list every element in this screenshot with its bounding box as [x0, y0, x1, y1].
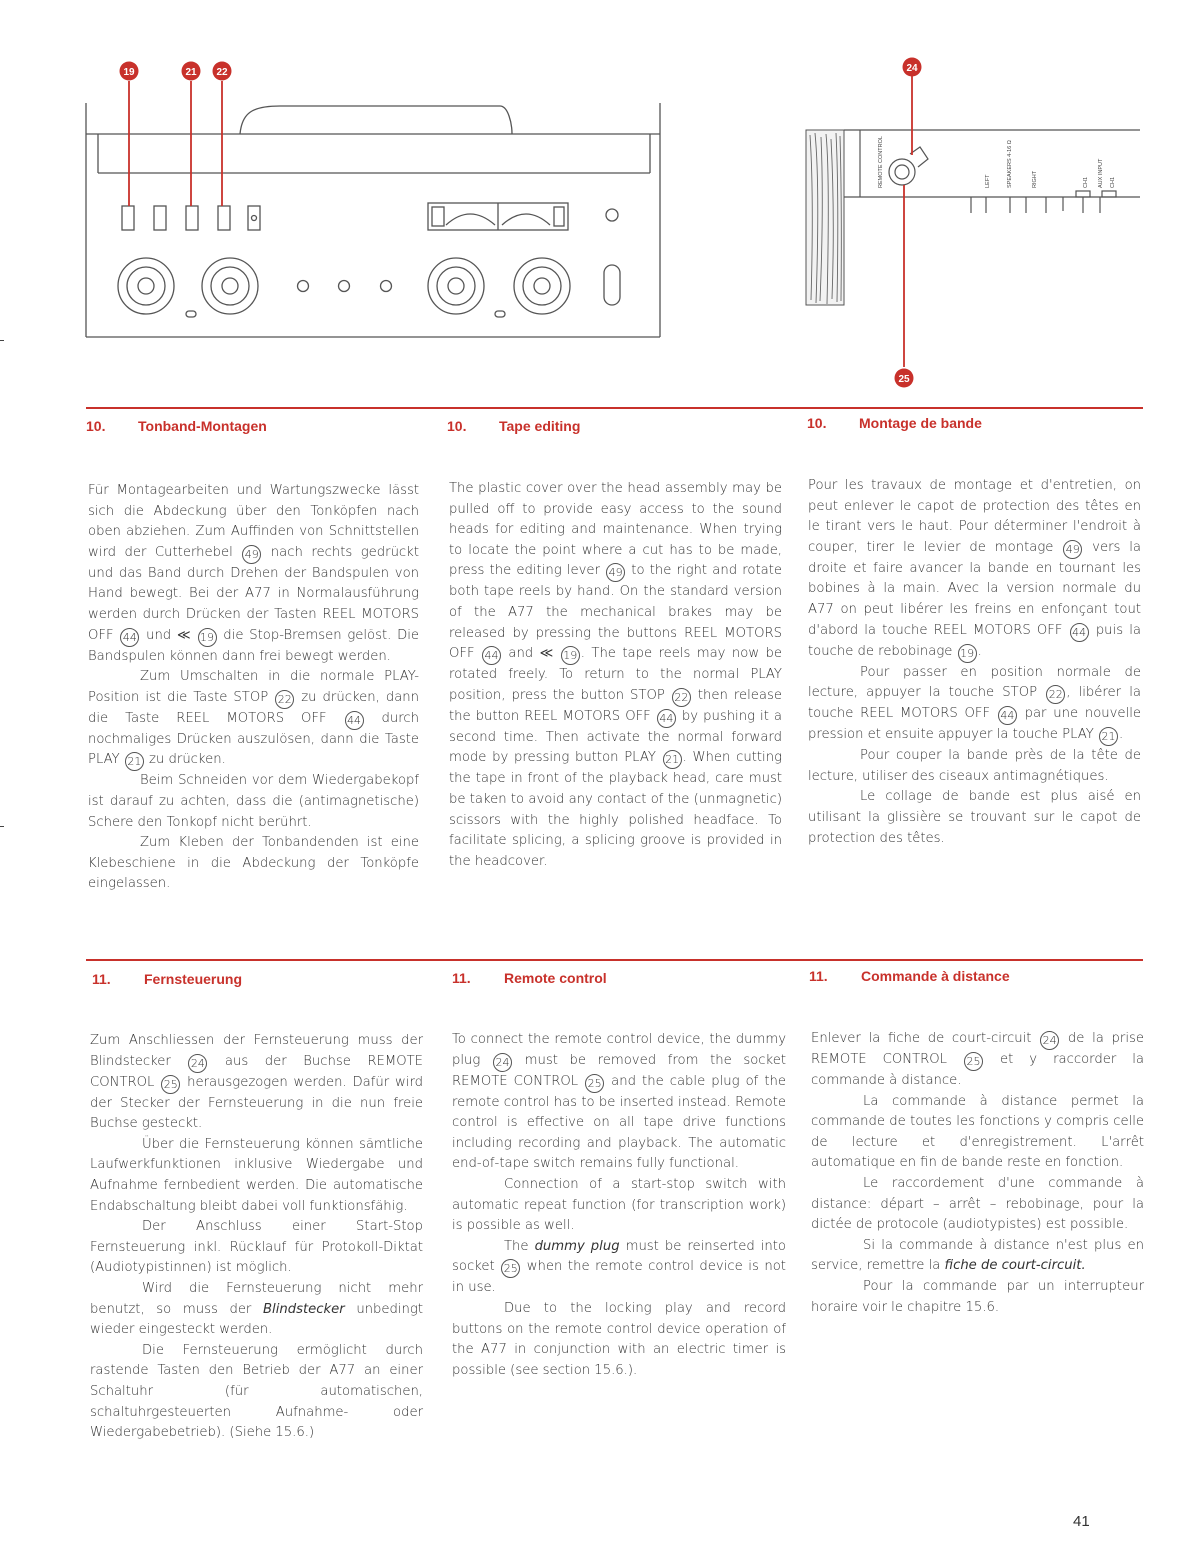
callout-ref-44: 44 [482, 646, 501, 665]
callout-ref-19: 19 [198, 628, 217, 647]
heading-en-11 [452, 970, 607, 986]
callout-ref-49: 49 [606, 563, 625, 582]
callout-ref-24: 24 [188, 1054, 207, 1073]
heading-de-10-title: Tonband-Montagen [138, 418, 267, 434]
callout-ref-19: 19 [958, 644, 977, 663]
callout-25-label: 25 [898, 374, 910, 385]
callout-22-marker [213, 62, 232, 81]
wood-side-texture [806, 130, 844, 305]
scan-mark-bottom [0, 826, 4, 827]
heading-fr-10-title: Montage de bande [859, 415, 982, 431]
heading-fr-11-number: 11. [809, 968, 828, 984]
ch1-b-panel-label: CH1 [1110, 176, 1116, 188]
emphasis: Blindstecker [263, 1301, 345, 1317]
ch1-panel-label: CH1 [1083, 176, 1089, 188]
callout-ref-25: 25 [585, 1074, 604, 1093]
paragraph: Zum Kleben der Tonbandenden ist eine Klebeschiene in die Abdeckung der Tonköpfe eingelassen. [88, 835, 419, 892]
paragraph: Beim Schneiden vor dem Wiedergabekopf ist darauf zu achten, dass die (antimagnetische) Schere den Tonkopf nicht berührt. [88, 773, 419, 830]
heading-en-10 [447, 418, 580, 434]
paragraph: Le raccordement d'une commande à distance: départ – arrêt – rebobinage, pour la dictée de protocole (audiotypistes) est possible. [811, 1175, 1144, 1233]
callout-ref-24: 24 [493, 1053, 512, 1072]
callout-ref-49: 49 [242, 545, 261, 564]
paragraph: Connection of a start-stop switch with automatic repeat function (for transcription work) is possible as well. [452, 1176, 786, 1234]
section-11-divider [86, 959, 1143, 961]
callout-ref-21: 21 [125, 752, 144, 771]
callout-25-marker [895, 369, 914, 388]
heading-de-10 [86, 418, 267, 434]
paragraph: Über die Fernsteuerung können sämtliche Laufwerkfunktionen inklusive Wiedergabe und Aufnahme fernbedient werden. Die automatische Endabschaltung bleibt dabei voll funktionsfähig. [90, 1136, 423, 1214]
callout-ref-44: 44 [345, 711, 364, 730]
heading-de-10-number: 10. [86, 418, 106, 434]
speakers-panel-label: SPEAKERS 4-16 Ω [1007, 140, 1013, 188]
callout-ref-19: 19 [561, 646, 580, 665]
callout-ref-25: 25 [161, 1075, 180, 1094]
callout-21-label: 21 [185, 67, 197, 78]
paragraph: Enlever la fiche de court-circuit 24 de la prise REMOTE CONTROL 25 et y raccorder la commande à distance. [811, 1031, 1144, 1088]
callout-21-marker [182, 62, 201, 81]
heading-en-11-title: Remote control [504, 970, 607, 986]
paragraph: Zum Anschliessen der Fernsteuerung muss der Blindstecker 24 aus der Buchse REMOTE CONTROL 25 herausgezogen werden. Dafür wird der Stecker der Fernsteuerung in die nun freie Buchse gesteckt. [90, 1033, 424, 1132]
heading-fr-10-number: 10. [807, 415, 827, 431]
callout-24-label: 24 [906, 63, 918, 74]
callout-ref-21: 21 [1099, 727, 1118, 746]
text-en-11 [452, 1030, 786, 1381]
callout-ref-22: 22 [1046, 685, 1065, 704]
paragraph: Due to the locking play and record buttons on the remote control device operation of the A77 in conjunction with an electric timer is possible (see section 15.6.). [452, 1300, 786, 1378]
scan-mark-top [0, 340, 4, 341]
paragraph: Zum Umschalten in die normale PLAY-Position ist die Taste STOP 22 zu drücken, dann die Taste REEL MOTORS OFF 44 durch nochmaliges Drücken auszulösen, dann die Taste PLAY 21 zu drücken. [88, 667, 419, 771]
callout-ref-24: 24 [1040, 1031, 1059, 1050]
paragraph: The plastic cover over the head assembly may be pulled off to provide easy access to the sound heads for editing and maintenance. When trying to locate the point where a cut has to be made, press the editing lever 49 to the right and rotate both tape reels by hand. On the standard version of the A77 the mechanical brakes may be released by pressing the buttons REEL MOTORS OFF 44 and ≪ 19 . The tape reels may now be rotated freely. To return to the normal PLAY position, press the button STOP 22 then release the button REEL MOTORS OFF 44 by pushing it a second time. Then activate the normal forward mode by pressing button PLAY 21 . When cutting the tape in front of the playback head, care must be taken to avoid any contact of the (unmagnetic) scissors with the highly polished headface. To facilitate splicing, a splicing groove is provided in the headcover. [449, 481, 783, 869]
paragraph: Für Montagearbeiten und Wartungszwecke lässt sich die Abdeckung über den Tonköpfen nach oben abziehen. Zum Auffinden von Schnittstellen wird der Cutterhebel 49 nach rechts gedrückt und das Band durch Drehen der Bandspulen von Hand bewegt. Bei der A77 in Normalausführung werden durch Drücken der Tasten REEL MOTORS OFF 44 und ≪ 19 die Stop-Bremsen gelöst. Die Bandspulen können dann frei bewegt werden. [88, 483, 420, 664]
text-fr-11 [811, 1029, 1144, 1318]
heading-de-11-title: Fernsteuerung [144, 971, 243, 987]
aux-input-panel-label: AUX INPUT [1098, 158, 1104, 188]
callout-19-label: 19 [123, 67, 135, 78]
text-de-10 [88, 481, 419, 895]
paragraph: Pour couper la bande près de la tête de lecture, utiliser des ciseaux antimagnétiques. [808, 748, 1141, 784]
callout-22-label: 22 [216, 67, 228, 78]
callout-ref-49: 49 [1063, 540, 1082, 559]
page-number: 41 [1073, 1513, 1090, 1530]
rear-panel-figure [800, 55, 1145, 395]
right-panel-label: RIGHT [1032, 170, 1038, 188]
callout-ref-44: 44 [1070, 623, 1089, 642]
paragraph: To connect the remote control device, the dummy plug 24 must be removed from the socket REMOTE CONTROL 25 and the cable plug of the remote control has to be inserted instead. Remote control is effective on all tape drive functions including recording and playback. The automatic end-of-tape switch remains fully functional. [452, 1032, 787, 1172]
callout-ref-44: 44 [120, 628, 139, 647]
heading-en-10-number: 10. [447, 418, 467, 434]
heading-fr-11 [809, 968, 1010, 984]
text-en-10 [449, 479, 782, 872]
heading-fr-11-title: Commande à distance [861, 968, 1010, 984]
paragraph: Pour passer en position normale de lecture, appuyer la touche STOP 22 , libérer la touche REEL MOTORS OFF 44 par une nouvelle pression et ensuite appuyer la touche PLAY 21 . [808, 663, 1141, 747]
left-panel-label: LEFT [985, 174, 991, 188]
callout-ref-22: 22 [275, 690, 294, 709]
emphasis: dummy plug [534, 1238, 620, 1254]
callout-ref-44: 44 [657, 709, 676, 728]
callout-24-marker [903, 58, 922, 77]
paragraph: Si la commande à distance n'est plus en service, remettre la fiche de court-circuit. [811, 1237, 1144, 1274]
paragraph: Wird die Fernsteuerung nicht mehr benutzt, so muss der Blindstecker unbedingt wieder eingesteckt werden. [90, 1280, 424, 1338]
callout-ref-25: 25 [501, 1259, 520, 1278]
paragraph: Pour les travaux de montage et d'entretien, on peut enlever le capot de protection des têtes en le tirant vers le haut. Pour déterminer l'endroit à couper, tirer le levier de montage 49 vers la droite et faire avancer la bande en tournant les bobines à la main. Avec la version normale du A77 on peut libérer les freins en enfonçant tout d'abord la touche REEL MOTORS OFF 44 puis la touche de rebobinage 19 . [808, 476, 1141, 663]
callout-ref-22: 22 [672, 688, 691, 707]
heading-de-11 [92, 971, 242, 987]
callout-ref-21: 21 [663, 750, 682, 769]
callout-ref-25: 25 [964, 1052, 983, 1071]
text-de-11 [90, 1031, 423, 1444]
paragraph: Die Fernsteuerung ermöglicht durch rastende Tasten den Betrieb der A77 an einer Schaltuhr (für automatischen, schaltuhrgesteuerten Aufnahme- oder Wiedergabebetrieb). (Siehe 15.6.) [90, 1342, 423, 1441]
paragraph: La commande à distance permet la commande de toutes les fonctions y compris celle de lecture et d'enregistrement. L'arrêt automatique en fin de bande reste en fonction. [811, 1093, 1144, 1171]
remote-control-panel-label: REMOTE CONTROL [878, 136, 884, 188]
tape-recorder-front-figure [80, 55, 670, 345]
heading-en-11-number: 11. [452, 970, 471, 986]
paragraph: Der Anschluss einer Start-Stop Fernsteuerung inkl. Rücklauf für Protokoll-Diktat (Audiotypistinnen) ist möglich. [90, 1219, 423, 1276]
callout-19-marker [120, 62, 139, 81]
heading-de-11-number: 11. [92, 971, 111, 987]
heading-fr-10 [807, 415, 982, 431]
section-10-divider [86, 407, 1143, 409]
paragraph: The dummy plug must be reinserted into socket 25 when the remote control device is not in use. [452, 1238, 786, 1296]
text-fr-10 [808, 476, 1141, 849]
heading-en-10-title: Tape editing [499, 418, 581, 434]
paragraph: Le collage de bande est plus aisé en utilisant la glissière se trouvant sur le capot de protection des têtes. [808, 789, 1141, 846]
emphasis: fiche de court-circuit. [944, 1258, 1086, 1274]
callout-ref-44: 44 [998, 706, 1017, 725]
paragraph: Pour la commande par un interrupteur horaire voir le chapitre 15.6. [811, 1278, 1144, 1315]
